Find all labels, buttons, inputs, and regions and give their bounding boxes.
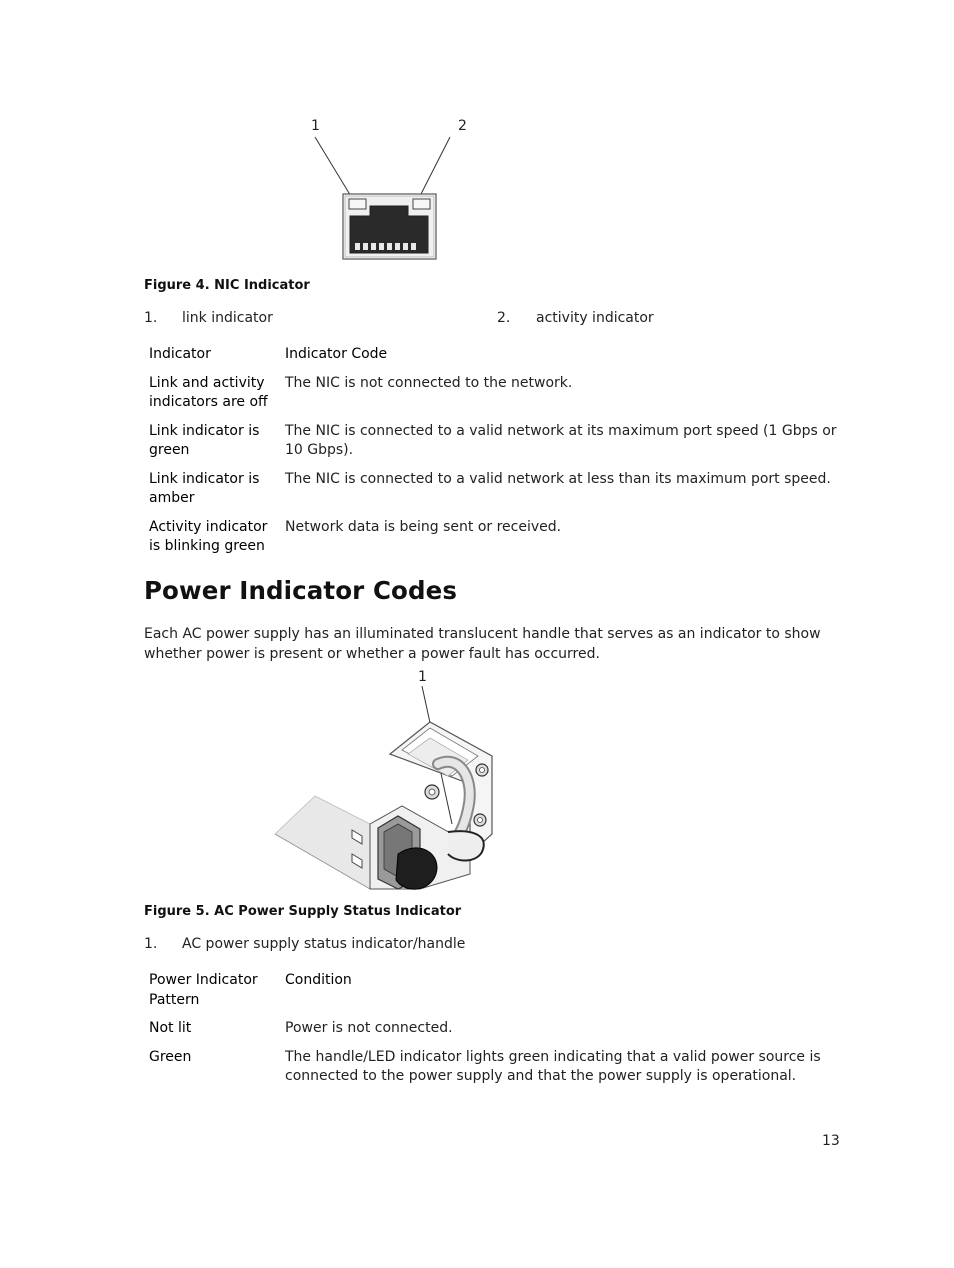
indicator-cell: Link and activity indicators are off xyxy=(149,374,268,410)
column-header: Indicator Code xyxy=(285,346,388,362)
indicator-code-cell: The NIC is connected to a valid network at its maximum port speed (1 Gbps or 10 Gbps). xyxy=(285,422,837,458)
indicator-cell: Link indicator is amber xyxy=(149,470,260,506)
table-row xyxy=(144,470,844,518)
section-heading: Power Indicator Codes xyxy=(144,576,458,605)
indicator-cell: Activity indicator is blinking green xyxy=(149,518,268,554)
power-indicator-table xyxy=(144,971,844,1096)
table-row xyxy=(144,1048,844,1096)
table-header-row xyxy=(144,971,844,1019)
indicator-code-cell: The NIC is not connected to the network. xyxy=(285,374,573,391)
table-row xyxy=(144,518,844,566)
legend-text-link-indicator: link indicator xyxy=(182,310,273,326)
legend-text-activity-indicator: activity indicator xyxy=(536,310,654,326)
figure-caption-4: Figure 4. NIC Indicator xyxy=(144,278,310,293)
pattern-cell: Not lit xyxy=(149,1020,192,1036)
legend-number: 1. xyxy=(144,310,158,326)
nic-port-illustration xyxy=(300,130,460,265)
callout-2: 2 xyxy=(458,118,467,134)
callout-1: 1 xyxy=(418,669,427,685)
leader-line-2 xyxy=(420,137,450,196)
table-row xyxy=(144,1019,844,1048)
nic-indicator-table xyxy=(144,345,844,566)
condition-cell: The handle/LED indicator lights green indicating that a valid power source is connected to the power supply and that the power supply is operational. xyxy=(285,1048,821,1084)
section-paragraph: Each AC power supply has an illuminated translucent handle that serves as an indicator to show whether power is present or whether a power fault has occurred. xyxy=(144,626,821,662)
legend-number: 1. xyxy=(144,936,158,952)
power-supply-illustration xyxy=(270,684,500,894)
link-led xyxy=(349,199,366,209)
condition-cell: Power is not connected. xyxy=(285,1020,453,1036)
power-cord-plug xyxy=(396,848,437,889)
column-header: Indicator xyxy=(149,346,211,362)
table-header-row xyxy=(144,345,844,374)
table-row xyxy=(144,374,844,422)
indicator-cell: Link indicator is green xyxy=(149,422,260,458)
table-row xyxy=(144,422,844,470)
legend-number: 2. xyxy=(497,310,511,326)
page-number: 13 xyxy=(822,1133,840,1149)
legend-text-status-indicator: AC power supply status indicator/handle xyxy=(182,936,466,952)
indicator-code-cell: Network data is being sent or received. xyxy=(285,518,562,535)
callout-1: 1 xyxy=(311,118,320,134)
indicator-code-cell: The NIC is connected to a valid network at less than its maximum port speed. xyxy=(285,470,831,487)
leader-line-1 xyxy=(315,137,352,198)
column-header: Power Indicator Pattern xyxy=(149,972,258,1008)
column-header: Condition xyxy=(285,972,352,988)
pattern-cell: Green xyxy=(149,1048,192,1065)
figure-caption-5: Figure 5. AC Power Supply Status Indicator xyxy=(144,904,462,919)
activity-led xyxy=(413,199,430,209)
